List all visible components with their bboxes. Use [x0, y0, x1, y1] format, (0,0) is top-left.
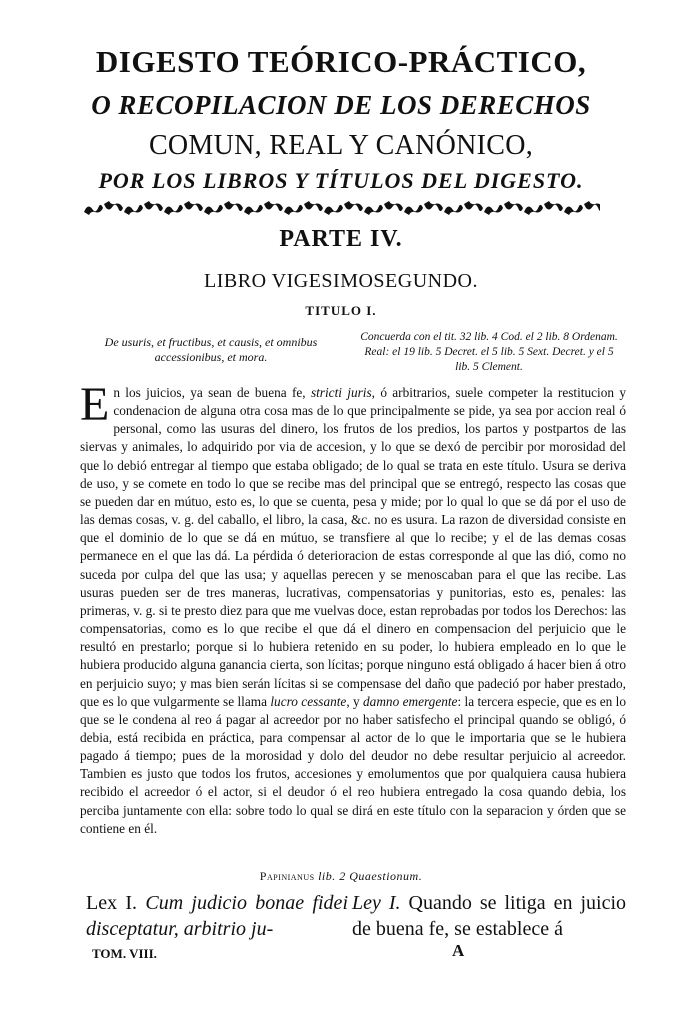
source-citation: [0, 869, 682, 884]
ley-label: Ley I.: [352, 892, 401, 914]
body-text-4: : la tercera especie, que es en lo que se le condena al reo á pagar al acreedor por no haber satisfecho el principal quando se obligó, ó debia, está recibida en práctica, para compensar al actor de lo que le importaria que se le hubiera pagado á tiempo; pues de la morosidad y dolo del deudor no debe resultar perjuicio al acreedor. Tambien es justo que todos los frutos, accesiones y emolumentos que por qualquiera causa hubiera recibido el acreedor ó el actor, si el deudor ó el reo hubiera entregado la cosa quando debia, los perciba juntamente con ella: sobre todo lo qual se dirá en este título con la separacion y órden que se contiene en él.: [80, 693, 627, 836]
ornament-flourish: [124, 205, 143, 215]
ornament-flourish: [404, 205, 423, 215]
lex-text: Cum judicio bonae fidei disceptatur, arbitrio ju-: [86, 892, 348, 940]
title-line-4: POR LOS LIBROS Y TÍTULOS DEL DIGESTO.: [98, 168, 584, 193]
body-paragraph: [80, 378, 627, 838]
latin-column: [86, 890, 348, 942]
ornament-flourish: [184, 201, 203, 211]
ornament-flourish: [304, 201, 323, 211]
lex-label: Lex I.: [86, 892, 138, 914]
ornament-flourish: [464, 201, 483, 211]
ornament-flourish: [84, 205, 103, 215]
source-ref: lib. 2 Quaestionum.: [318, 869, 423, 883]
ornament-flourish: [524, 205, 543, 215]
ornament-flourish: [484, 205, 503, 215]
ley-text: Quando se litiga en juicio de buena fe, se establece á: [352, 892, 626, 940]
ornament-flourish: [244, 205, 263, 215]
ornament-flourish: [584, 201, 600, 211]
ornament-flourish: [204, 205, 223, 215]
body-text-2: , ó arbitrarios, suele competer la restitucion y condenacion de alguna otra cosa mas de lo que principalmente se pide, ya sea por accion real ó personal, como las usuras del dinero, los frutos de los predios, los partos y postpartos de las siervas y animales, lo adquirido por via de accesion, y lo que se dexó de percibir por morosidad del que lo debió entregar al tiempo que estaba obligado; de lo qual se trata en este título. Usura se deriva de uso, y se comete en todo lo que se recibe mas del principal que se entregó, respecto las cosas que se pueden dar en mútuo, esto es, lo que se cuenta, pesa y mide; por lo qual lo que se dá por el uso de las demas cosas, v. g. del caballo, el libro, la casa, &c. no es usura. La razon de diversidad consiste en que el dominio de lo que se dá en mútuo, se transfiere al que lo recibe; y el de las demas cosas permanece en el que las dá. La pérdida ó deterioracion de estas corresponde al que las dió, como no suceda por culpa del que las usa; y aquellas perecen y se menoscaban para el que las recibe. Las usuras pueden ser de tres maneras, lucrativas, compensatorias y punitorias, esto es, penales: las primeras, v. g. si te presto diez para que me vuelvas doce, estan reprobadas por todos los Derechos: las compensatorias, como es lo que recibe el que dá el dinero en compensacion del perjuicio que le resultó en prestarlo; porque si lo hubiera retenido en su poder, lo hubiera empleado en lo que le hubiera producido alguna ganancia cierta, son lícitas; porque ninguno está obligado á hacer bien á otro en perjuicio suyo; y mas bien serán lícitas si se compensase del daño que padeció por haber prestado, que es lo que vulgarmente se llama: [80, 385, 626, 709]
title-line-3: COMUN, REAL Y CANÓNICO,: [148, 130, 534, 161]
ornament-flourish: [544, 201, 563, 211]
title-line-1: DIGESTO TEÓRICO-PRÁCTICO,: [95, 44, 587, 79]
rubric-concordance: Concuerda con el tit. 32 lib. 4 Cod. el 2 lib. 8 Ordenam. Real: el 19 lib. 5 Decret. el 5 lib. 5 Sext. Decret. y el 5 lib. 5 Clement.: [360, 331, 618, 373]
title-line-2: O RECOPILACION DE LOS DERECHOS: [91, 90, 591, 120]
spanish-column: [352, 890, 626, 942]
body-italic-1: stricti juris: [310, 385, 372, 400]
ornament-flourish: [104, 201, 123, 211]
ornament-flourish: [564, 205, 583, 215]
ornament-flourish: [164, 205, 183, 215]
rubric-latin: De usuris, et fructibus, et causis, et omnibus accessionibus, et mora.: [104, 335, 318, 364]
drop-cap: E: [80, 378, 110, 431]
part-heading: PARTE IV.: [279, 226, 403, 252]
ornament-flourish: [264, 201, 283, 211]
ornament-flourish: [364, 205, 383, 215]
ornament-flourish: [324, 205, 343, 215]
ornament-flourish: [444, 205, 463, 215]
ornament-flourish: [504, 201, 523, 211]
ornament-flourish: [384, 201, 403, 211]
signature-mark: A: [452, 941, 465, 960]
ornament-flourish: [284, 205, 303, 215]
ornament-flourish: [144, 201, 163, 211]
source-author: Papinianus: [259, 869, 315, 883]
volume-marker: TOM. VIII.: [92, 946, 157, 961]
ornament-divider: [80, 200, 600, 216]
title-heading: TITULO I.: [305, 303, 377, 318]
body-italic-3: damno emergente: [363, 693, 458, 709]
body-text-1: n los juicios, ya sean de buena fe,: [113, 385, 311, 400]
ornament-flourish: [344, 201, 363, 211]
book-heading: LIBRO VIGESIMOSEGUNDO.: [204, 270, 478, 292]
ornament-flourish: [224, 201, 243, 211]
ornament-flourish: [424, 201, 443, 211]
body-italic-2: lucro cessante: [270, 693, 347, 709]
body-text-3: , y: [346, 693, 364, 709]
